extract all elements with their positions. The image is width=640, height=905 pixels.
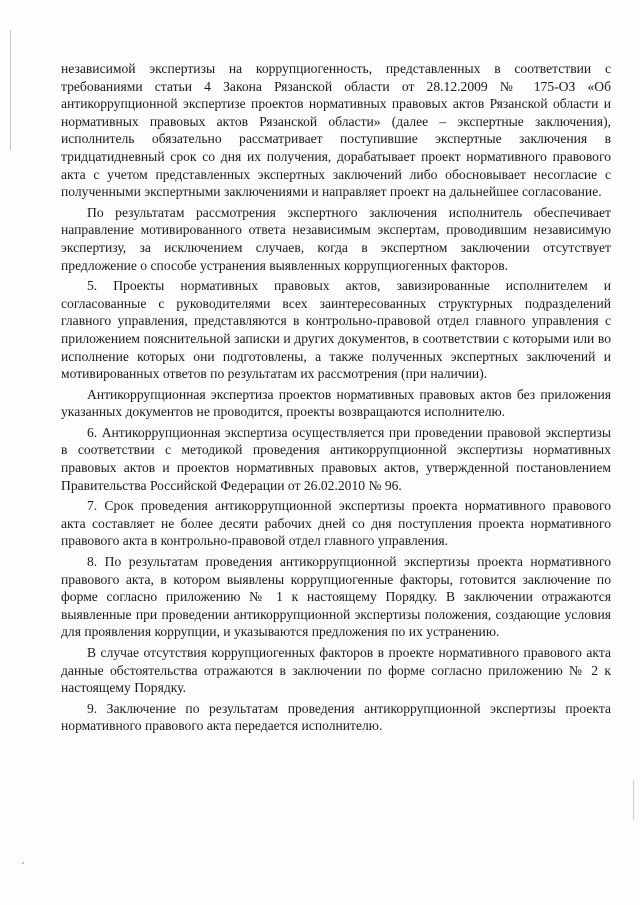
scan-edge-mark xyxy=(10,30,11,150)
paragraph-item-9: 9. Заключение по результатам проведения антикоррупционной экспертизы проекта нормативного правового акта передается исполнителю. xyxy=(61,700,611,734)
paragraph-item-5: 5. Проекты нормативных правовых актов, завизированные исполнителем и согласованные с руководителями всех заинтересованных структурных подразделений главного управления, представляются в контрольно-правовой отдел главного управления с приложением пояснительной записки и других документов, в соответствии с которыми или во исполнение которых они подготовлены, а также полученных экспертных заключений и мотивированных ответов по результатам их рассмотрения (при наличии). xyxy=(61,278,611,382)
paragraph-item-6: 6. Антикоррупционная экспертиза осуществляется при проведении правовой экспертизы в соответствии с методикой проведения антикоррупционной экспертизы нормативных правовых актов и проектов нормативных правовых актов, утвержденной постановлением Правительства Российской Федерации от 26.02.2010 № 96. xyxy=(61,424,611,493)
scan-edge-mark xyxy=(633,780,634,820)
paragraph-item-8: 8. По результатам проведения антикоррупционной экспертизы проекта нормативного правового акта, в котором выявлены коррупциогенные факторы, готовится заключение по форме согласно приложению № 1 к настоящему Порядку. В заключении отражаются выявленные при проведении антикоррупционной экспертизы положения, создающие условия для проявления коррупции, и указываются предложения по их устранению. xyxy=(61,554,611,640)
paragraph-no-factors: В случае отсутствия коррупциогенных факторов в проекте нормативного правового акта данные обстоятельства отражаются в заключении по форме согласно приложению № 2 к настоящему Порядку. xyxy=(61,645,611,696)
scan-speck xyxy=(22,862,24,864)
paragraph-continuation: независимой экспертизы на коррупциогенность, представленных в соответствии с требованиями статьи 4 Закона Рязанской области от 28.12.2009 № 175-ОЗ «Об антикоррупционной экспертизе проектов нормативных правовых актов Рязанской области и нормативных правовых актов Рязанской области» (далее – экспертные заключения), исполнитель обязательно рассматривает поступившие экспертные заключения в тридцатидневный срок со дня их получения, дорабатывает проект нормативного правового акта с учетом представленных экспертных заключений либо обосновывает несогласие с полученными экспертными заключениями и направляет проект на дальнейшее согласование. xyxy=(61,61,611,200)
paragraph-review-result: По результатам рассмотрения экспертного заключения исполнитель обеспечивает направление мотивированного ответа независимым экспертам, проводившим независимую экспертизу, за исключением случаев, когда в экспертном заключении отсутствует предложение о способе устранения выявленных коррупциогенных факторов. xyxy=(61,204,611,273)
paragraph-item-7: 7. Срок проведения антикоррупционной экспертизы проекта нормативного правового акта составляет не более десяти рабочих дней со дня поступления проекта нормативного правового акта в контрольно-правовой отдел главного управления. xyxy=(61,498,611,549)
paragraph-no-docs: Антикоррупционная экспертиза проектов нормативных правовых актов без приложения указанных документов не проводится, проекты возвращаются исполнителю. xyxy=(61,386,611,420)
document-body xyxy=(61,60,611,738)
